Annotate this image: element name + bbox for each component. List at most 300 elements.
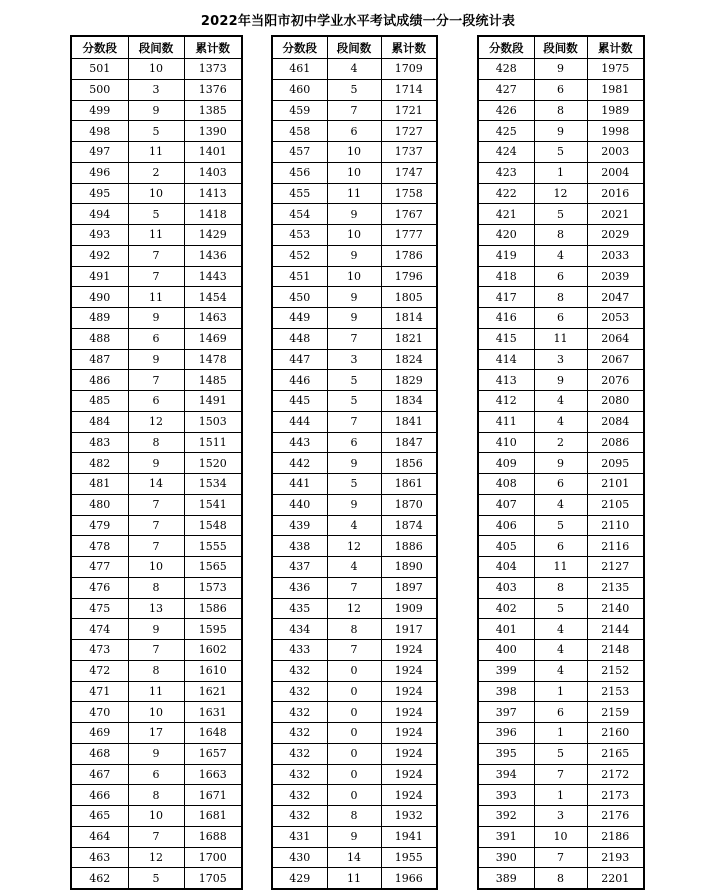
score-cell: 437: [272, 557, 327, 578]
segment-count-cell: 9: [128, 100, 184, 121]
table-row: [71, 142, 242, 163]
score-cell: 489: [71, 308, 128, 329]
table-row: [71, 723, 242, 744]
score-cell: 410: [478, 432, 534, 453]
segment-count-cell: 4: [327, 557, 381, 578]
score-cell: 402: [478, 598, 534, 619]
cumulative-count-cell: 1688: [184, 826, 242, 847]
score-cell: 430: [272, 847, 327, 868]
segment-count-cell: 7: [128, 370, 184, 391]
segment-count-cell: 9: [327, 453, 381, 474]
table-row: [478, 494, 644, 515]
cumulative-count-cell: 2116: [587, 536, 644, 557]
score-cell: 438: [272, 536, 327, 557]
score-cell: 439: [272, 515, 327, 536]
segment-count-cell: 6: [327, 432, 381, 453]
segment-count-cell: 3: [128, 79, 184, 100]
segment-count-cell: 4: [534, 245, 587, 266]
segment-count-cell: 11: [128, 142, 184, 163]
segment-count-cell: 0: [327, 723, 381, 744]
table-row: [478, 536, 644, 557]
cumulative-count-cell: 1847: [381, 432, 437, 453]
cumulative-count-cell: 1401: [184, 142, 242, 163]
segment-count-cell: 7: [327, 411, 381, 432]
segment-count-cell: 6: [128, 391, 184, 412]
cumulative-count-cell: 1824: [381, 349, 437, 370]
table-row: [71, 598, 242, 619]
segment-count-cell: 4: [534, 640, 587, 661]
table-row: [71, 619, 242, 640]
segment-count-cell: 12: [534, 183, 587, 204]
table-row: [71, 204, 242, 225]
table-row: [272, 536, 437, 557]
cumulative-count-cell: 1924: [381, 660, 437, 681]
segment-count-cell: 5: [327, 370, 381, 391]
score-cell: 394: [478, 764, 534, 785]
segment-count-cell: 0: [327, 681, 381, 702]
segment-count-cell: 9: [327, 826, 381, 847]
score-cell: 495: [71, 183, 128, 204]
table-row: [272, 225, 437, 246]
table-row: [478, 723, 644, 744]
score-cell: 477: [71, 557, 128, 578]
table-row: [71, 162, 242, 183]
segment-count-cell: 2: [128, 162, 184, 183]
segment-count-cell: 6: [534, 308, 587, 329]
segment-count-cell: 7: [128, 536, 184, 557]
table-row: [71, 847, 242, 868]
cumulative-count-cell: 1777: [381, 225, 437, 246]
cumulative-count-cell: 1555: [184, 536, 242, 557]
score-cell: 390: [478, 847, 534, 868]
table-row: [71, 681, 242, 702]
table-row: [71, 474, 242, 495]
score-cell: 493: [71, 225, 128, 246]
header-row: [478, 36, 644, 59]
score-cell: 453: [272, 225, 327, 246]
segment-count-cell: 8: [534, 100, 587, 121]
cumulative-count-cell: 1786: [381, 245, 437, 266]
cumulative-count-cell: 1897: [381, 577, 437, 598]
score-cell: 420: [478, 225, 534, 246]
score-table-2: [271, 35, 438, 890]
score-cell: 441: [272, 474, 327, 495]
segment-count-cell: 7: [327, 577, 381, 598]
table-row: [478, 847, 644, 868]
table-row: [478, 743, 644, 764]
segment-count-cell: 11: [327, 183, 381, 204]
table-row: [71, 453, 242, 474]
segment-count-cell: 1: [534, 162, 587, 183]
table-row: [272, 681, 437, 702]
cumulative-count-cell: 1429: [184, 225, 242, 246]
score-cell: 447: [272, 349, 327, 370]
segment-count-cell: 0: [327, 702, 381, 723]
cumulative-count-cell: 2101: [587, 474, 644, 495]
score-cell: 467: [71, 764, 128, 785]
score-cell: 490: [71, 287, 128, 308]
score-cell: 456: [272, 162, 327, 183]
table-row: [71, 411, 242, 432]
table-row: [71, 266, 242, 287]
score-cell: 463: [71, 847, 128, 868]
table-row: [272, 660, 437, 681]
segment-count-cell: 12: [128, 847, 184, 868]
table-row: [272, 474, 437, 495]
segment-count-cell: 10: [128, 702, 184, 723]
score-cell: 442: [272, 453, 327, 474]
cumulative-count-cell: 2201: [587, 868, 644, 889]
column-header: 累计数: [381, 36, 437, 59]
segment-count-cell: 9: [128, 308, 184, 329]
cumulative-count-cell: 1727: [381, 121, 437, 142]
score-cell: 436: [272, 577, 327, 598]
table-row: [478, 619, 644, 640]
table-row: [71, 494, 242, 515]
cumulative-count-cell: 2193: [587, 847, 644, 868]
segment-count-cell: 12: [128, 411, 184, 432]
table-row: [272, 764, 437, 785]
cumulative-count-cell: 1998: [587, 121, 644, 142]
segment-count-cell: 9: [128, 453, 184, 474]
score-cell: 399: [478, 660, 534, 681]
segment-count-cell: 9: [327, 245, 381, 266]
segment-count-cell: 6: [128, 328, 184, 349]
cumulative-count-cell: 1814: [381, 308, 437, 329]
table-row: [272, 847, 437, 868]
segment-count-cell: 14: [128, 474, 184, 495]
cumulative-count-cell: 1648: [184, 723, 242, 744]
score-cell: 403: [478, 577, 534, 598]
segment-count-cell: 8: [128, 432, 184, 453]
cumulative-count-cell: 1657: [184, 743, 242, 764]
score-cell: 432: [272, 681, 327, 702]
score-cell: 411: [478, 411, 534, 432]
segment-count-cell: 6: [534, 266, 587, 287]
score-cell: 500: [71, 79, 128, 100]
segment-count-cell: 5: [534, 743, 587, 764]
score-cell: 426: [478, 100, 534, 121]
score-cell: 404: [478, 557, 534, 578]
table-row: [71, 391, 242, 412]
table-row: [71, 743, 242, 764]
segment-count-cell: 5: [327, 391, 381, 412]
table-row: [272, 328, 437, 349]
cumulative-count-cell: 1565: [184, 557, 242, 578]
cumulative-count-cell: 1856: [381, 453, 437, 474]
table-row: [478, 287, 644, 308]
score-cell: 429: [272, 868, 327, 889]
cumulative-count-cell: 1821: [381, 328, 437, 349]
score-cell: 449: [272, 308, 327, 329]
segment-count-cell: 9: [128, 349, 184, 370]
cumulative-count-cell: 1796: [381, 266, 437, 287]
score-cell: 488: [71, 328, 128, 349]
table-row: [478, 349, 644, 370]
column-header: 分数段: [272, 36, 327, 59]
score-cell: 415: [478, 328, 534, 349]
table-row: [71, 79, 242, 100]
cumulative-count-cell: 2160: [587, 723, 644, 744]
segment-count-cell: 4: [327, 59, 381, 80]
column-header: 段间数: [534, 36, 587, 59]
table-row: [272, 370, 437, 391]
cumulative-count-cell: 2086: [587, 432, 644, 453]
table-row: [478, 59, 644, 80]
score-cell: 444: [272, 411, 327, 432]
table-row: [272, 59, 437, 80]
cumulative-count-cell: 2095: [587, 453, 644, 474]
cumulative-count-cell: 1886: [381, 536, 437, 557]
segment-count-cell: 2: [534, 432, 587, 453]
cumulative-count-cell: 1610: [184, 660, 242, 681]
score-cell: 414: [478, 349, 534, 370]
cumulative-count-cell: 1631: [184, 702, 242, 723]
cumulative-count-cell: 1714: [381, 79, 437, 100]
segment-count-cell: 7: [128, 245, 184, 266]
cumulative-count-cell: 1373: [184, 59, 242, 80]
cumulative-count-cell: 1511: [184, 432, 242, 453]
segment-count-cell: 5: [534, 142, 587, 163]
segment-count-cell: 9: [327, 308, 381, 329]
segment-count-cell: 8: [534, 287, 587, 308]
segment-count-cell: 8: [128, 660, 184, 681]
segment-count-cell: 11: [128, 225, 184, 246]
table-row: [478, 79, 644, 100]
score-cell: 432: [272, 743, 327, 764]
score-cell: 432: [272, 702, 327, 723]
segment-count-cell: 17: [128, 723, 184, 744]
cumulative-count-cell: 2084: [587, 411, 644, 432]
cumulative-count-cell: 2047: [587, 287, 644, 308]
table-row: [272, 598, 437, 619]
score-cell: 458: [272, 121, 327, 142]
segment-count-cell: 10: [128, 59, 184, 80]
cumulative-count-cell: 2159: [587, 702, 644, 723]
cumulative-count-cell: 2004: [587, 162, 644, 183]
cumulative-count-cell: 2016: [587, 183, 644, 204]
table-row: [272, 432, 437, 453]
score-cell: 413: [478, 370, 534, 391]
cumulative-count-cell: 1909: [381, 598, 437, 619]
cumulative-count-cell: 1924: [381, 723, 437, 744]
cumulative-count-cell: 2173: [587, 785, 644, 806]
score-cell: 428: [478, 59, 534, 80]
score-cell: 484: [71, 411, 128, 432]
cumulative-count-cell: 1573: [184, 577, 242, 598]
table-row: [478, 640, 644, 661]
cumulative-count-cell: 1737: [381, 142, 437, 163]
segment-count-cell: 4: [534, 494, 587, 515]
cumulative-count-cell: 1534: [184, 474, 242, 495]
cumulative-count-cell: 1924: [381, 702, 437, 723]
score-cell: 401: [478, 619, 534, 640]
table-row: [272, 391, 437, 412]
table-row: [272, 453, 437, 474]
table-row: [272, 619, 437, 640]
score-cell: 468: [71, 743, 128, 764]
segment-count-cell: 0: [327, 785, 381, 806]
cumulative-count-cell: 1941: [381, 826, 437, 847]
table-row: [71, 785, 242, 806]
table-row: [71, 868, 242, 889]
score-table-1: [70, 35, 243, 890]
table-row: [478, 370, 644, 391]
segment-count-cell: 9: [128, 619, 184, 640]
segment-count-cell: 9: [534, 59, 587, 80]
score-cell: 440: [272, 494, 327, 515]
table-row: [272, 183, 437, 204]
score-cell: 474: [71, 619, 128, 640]
cumulative-count-cell: 1403: [184, 162, 242, 183]
table-row: [478, 868, 644, 889]
segment-count-cell: 7: [128, 640, 184, 661]
table-row: [71, 328, 242, 349]
cumulative-count-cell: 1721: [381, 100, 437, 121]
segment-count-cell: 11: [128, 287, 184, 308]
table-row: [478, 453, 644, 474]
score-cell: 471: [71, 681, 128, 702]
table-row: [478, 598, 644, 619]
segment-count-cell: 0: [327, 743, 381, 764]
segment-count-cell: 7: [128, 266, 184, 287]
table-row: [272, 266, 437, 287]
table-row: [478, 308, 644, 329]
cumulative-count-cell: 1548: [184, 515, 242, 536]
table-row: [478, 225, 644, 246]
cumulative-count-cell: 1602: [184, 640, 242, 661]
score-cell: 418: [478, 266, 534, 287]
cumulative-count-cell: 2176: [587, 806, 644, 827]
cumulative-count-cell: 1595: [184, 619, 242, 640]
table-row: [478, 557, 644, 578]
score-cell: 459: [272, 100, 327, 121]
cumulative-count-cell: 1541: [184, 494, 242, 515]
score-cell: 499: [71, 100, 128, 121]
segment-count-cell: 10: [327, 266, 381, 287]
cumulative-count-cell: 1436: [184, 245, 242, 266]
cumulative-count-cell: 2039: [587, 266, 644, 287]
table-row: [71, 308, 242, 329]
segment-count-cell: 9: [534, 370, 587, 391]
segment-count-cell: 6: [327, 121, 381, 142]
table-row: [71, 183, 242, 204]
segment-count-cell: 4: [534, 411, 587, 432]
cumulative-count-cell: 1924: [381, 681, 437, 702]
cumulative-count-cell: 2153: [587, 681, 644, 702]
segment-count-cell: 9: [534, 453, 587, 474]
segment-count-cell: 5: [128, 204, 184, 225]
table-row: [272, 723, 437, 744]
score-cell: 395: [478, 743, 534, 764]
score-cell: 476: [71, 577, 128, 598]
cumulative-count-cell: 1747: [381, 162, 437, 183]
segment-count-cell: 9: [327, 494, 381, 515]
score-cell: 432: [272, 723, 327, 744]
header-row: [71, 36, 242, 59]
cumulative-count-cell: 1870: [381, 494, 437, 515]
score-cell: 457: [272, 142, 327, 163]
score-cell: 466: [71, 785, 128, 806]
score-cell: 469: [71, 723, 128, 744]
cumulative-count-cell: 1955: [381, 847, 437, 868]
cumulative-count-cell: 1917: [381, 619, 437, 640]
cumulative-count-cell: 1924: [381, 640, 437, 661]
cumulative-count-cell: 1767: [381, 204, 437, 225]
score-cell: 496: [71, 162, 128, 183]
table-row: [71, 515, 242, 536]
cumulative-count-cell: 1443: [184, 266, 242, 287]
segment-count-cell: 7: [128, 826, 184, 847]
score-cell: 407: [478, 494, 534, 515]
table-row: [71, 287, 242, 308]
score-cell: 432: [272, 806, 327, 827]
segment-count-cell: 13: [128, 598, 184, 619]
cumulative-count-cell: 1805: [381, 287, 437, 308]
column-header: 分数段: [71, 36, 128, 59]
cumulative-count-cell: 1829: [381, 370, 437, 391]
segment-count-cell: 9: [128, 743, 184, 764]
table-row: [272, 640, 437, 661]
score-cell: 461: [272, 59, 327, 80]
table-row: [272, 245, 437, 266]
score-cell: 486: [71, 370, 128, 391]
table-row: [478, 142, 644, 163]
table-row: [272, 79, 437, 100]
score-cell: 409: [478, 453, 534, 474]
score-cell: 421: [478, 204, 534, 225]
cumulative-count-cell: 1663: [184, 764, 242, 785]
table-row: [478, 806, 644, 827]
score-cell: 487: [71, 349, 128, 370]
score-cell: 432: [272, 785, 327, 806]
cumulative-count-cell: 1924: [381, 764, 437, 785]
segment-count-cell: 6: [534, 79, 587, 100]
score-cell: 464: [71, 826, 128, 847]
segment-count-cell: 1: [534, 681, 587, 702]
segment-count-cell: 6: [534, 474, 587, 495]
table-row: [478, 162, 644, 183]
cumulative-count-cell: 1418: [184, 204, 242, 225]
cumulative-count-cell: 1469: [184, 328, 242, 349]
table-row: [71, 100, 242, 121]
cumulative-count-cell: 1503: [184, 411, 242, 432]
score-cell: 405: [478, 536, 534, 557]
score-cell: 396: [478, 723, 534, 744]
table-row: [71, 764, 242, 785]
segment-count-cell: 5: [128, 868, 184, 889]
score-cell: 454: [272, 204, 327, 225]
cumulative-count-cell: 2064: [587, 328, 644, 349]
score-cell: 452: [272, 245, 327, 266]
table-row: [272, 349, 437, 370]
segment-count-cell: 9: [327, 287, 381, 308]
table-row: [478, 826, 644, 847]
score-cell: 465: [71, 806, 128, 827]
table-row: [272, 868, 437, 889]
score-cell: 483: [71, 432, 128, 453]
segment-count-cell: 5: [534, 204, 587, 225]
segment-count-cell: 10: [128, 183, 184, 204]
cumulative-count-cell: 2053: [587, 308, 644, 329]
segment-count-cell: 0: [327, 660, 381, 681]
segment-count-cell: 4: [534, 660, 587, 681]
segment-count-cell: 11: [327, 868, 381, 889]
cumulative-count-cell: 1463: [184, 308, 242, 329]
cumulative-count-cell: 2135: [587, 577, 644, 598]
cumulative-count-cell: 2165: [587, 743, 644, 764]
cumulative-count-cell: 1454: [184, 287, 242, 308]
